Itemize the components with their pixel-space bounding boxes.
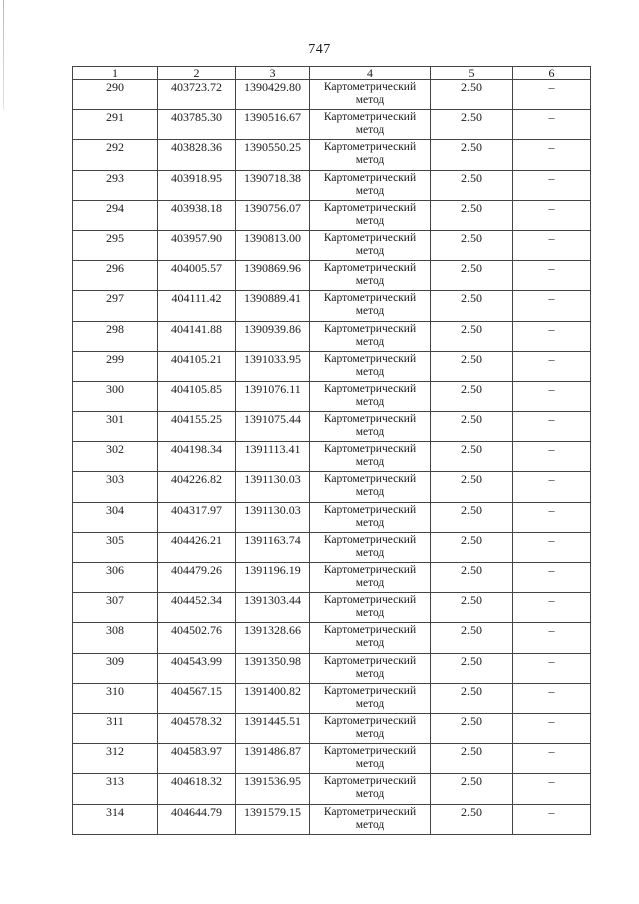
table-row [73, 381, 591, 411]
y-coordinate-cell: 1391445.51 [236, 713, 310, 743]
x-coordinate-cell: 403785.30 [158, 110, 236, 140]
point-number-cell: 311 [73, 713, 158, 743]
table-row [73, 110, 591, 140]
method-text: метод [355, 516, 385, 529]
y-coordinate-cell: 1391350.98 [236, 653, 310, 683]
table-row [73, 563, 591, 593]
column-header: 3 [236, 67, 310, 80]
table-row [73, 80, 591, 110]
y-coordinate-cell: 1390429.80 [236, 80, 310, 110]
table-row [73, 532, 591, 562]
point-number-cell: 305 [73, 532, 158, 562]
method-cell [310, 140, 431, 170]
table-row [73, 623, 591, 653]
method-cell [310, 230, 431, 260]
x-coordinate-cell: 404317.97 [158, 502, 236, 532]
table-row [73, 774, 591, 804]
y-coordinate-cell: 1390889.41 [236, 291, 310, 321]
point-number-cell: 303 [73, 472, 158, 502]
x-coordinate-cell: 404583.97 [158, 744, 236, 774]
method-text: метод [355, 758, 385, 771]
point-number-cell: 301 [73, 412, 158, 442]
method-text: метод [355, 456, 385, 469]
x-coordinate-cell: 404005.57 [158, 261, 236, 291]
y-coordinate-cell: 1390939.86 [236, 321, 310, 351]
table-row [73, 744, 591, 774]
method-text: метод [355, 335, 385, 348]
method-cell [310, 472, 431, 502]
point-number-cell: 296 [73, 261, 158, 291]
method-text: Картометрический [323, 231, 417, 244]
accuracy-cell: 2.50 [431, 261, 513, 291]
table-header-row [73, 67, 591, 80]
method-text: метод [355, 697, 385, 710]
point-number-cell: 310 [73, 683, 158, 713]
table-row [73, 261, 591, 291]
accuracy-cell: 2.50 [431, 230, 513, 260]
accuracy-cell: 2.50 [431, 683, 513, 713]
accuracy-cell: 2.50 [431, 291, 513, 321]
note-cell: – [513, 563, 591, 593]
method-cell [310, 563, 431, 593]
point-number-cell: 297 [73, 291, 158, 321]
accuracy-cell: 2.50 [431, 442, 513, 472]
point-number-cell: 290 [73, 80, 158, 110]
x-coordinate-cell: 404618.32 [158, 774, 236, 804]
accuracy-cell: 2.50 [431, 321, 513, 351]
point-number-cell: 294 [73, 200, 158, 230]
method-cell [310, 381, 431, 411]
accuracy-cell: 2.50 [431, 532, 513, 562]
accuracy-cell: 2.50 [431, 774, 513, 804]
y-coordinate-cell: 1390550.25 [236, 140, 310, 170]
x-coordinate-cell: 404155.25 [158, 412, 236, 442]
table-row [73, 230, 591, 260]
method-cell [310, 170, 431, 200]
x-coordinate-cell: 404644.79 [158, 804, 236, 834]
point-number-cell: 298 [73, 321, 158, 351]
column-header: 6 [513, 67, 591, 80]
point-number-cell: 299 [73, 351, 158, 381]
note-cell: – [513, 351, 591, 381]
x-coordinate-cell: 404105.21 [158, 351, 236, 381]
method-cell [310, 653, 431, 683]
method-text: метод [355, 244, 385, 257]
method-text: метод [355, 667, 385, 680]
x-coordinate-cell: 404111.42 [158, 291, 236, 321]
note-cell: – [513, 683, 591, 713]
x-coordinate-cell: 403938.18 [158, 200, 236, 230]
x-coordinate-cell: 404543.99 [158, 653, 236, 683]
x-coordinate-cell: 404452.34 [158, 593, 236, 623]
method-text: Картометрический [323, 473, 417, 486]
note-cell: – [513, 321, 591, 351]
note-cell: – [513, 774, 591, 804]
method-text: метод [355, 94, 385, 106]
note-cell: – [513, 261, 591, 291]
method-cell [310, 532, 431, 562]
accuracy-cell: 2.50 [431, 653, 513, 683]
table-row [73, 713, 591, 743]
table-row [73, 170, 591, 200]
method-text: метод [355, 124, 385, 137]
y-coordinate-cell: 1390718.38 [236, 170, 310, 200]
x-coordinate-cell: 404198.34 [158, 442, 236, 472]
method-cell [310, 321, 431, 351]
method-text: метод [355, 395, 385, 408]
method-text: Картометрический [323, 533, 417, 546]
method-text: Картометрический [323, 714, 417, 727]
y-coordinate-cell: 1390516.67 [236, 110, 310, 140]
y-coordinate-cell: 1391130.03 [236, 472, 310, 502]
method-text: метод [355, 426, 385, 439]
note-cell: – [513, 80, 591, 110]
method-cell [310, 593, 431, 623]
accuracy-cell: 2.50 [431, 472, 513, 502]
method-text: Картометрический [323, 443, 417, 456]
table-row [73, 351, 591, 381]
point-number-cell: 308 [73, 623, 158, 653]
method-text: Картометрический [323, 745, 417, 758]
note-cell: – [513, 653, 591, 683]
method-text: метод [355, 818, 385, 831]
point-number-cell: 307 [73, 593, 158, 623]
x-coordinate-cell: 403957.90 [158, 230, 236, 260]
accuracy-cell: 2.50 [431, 381, 513, 411]
method-text: Картометрический [323, 503, 417, 516]
method-text: Картометрический [323, 382, 417, 395]
column-header: 1 [73, 67, 158, 80]
column-header: 4 [310, 67, 431, 80]
y-coordinate-cell: 1390869.96 [236, 261, 310, 291]
y-coordinate-cell: 1391076.11 [236, 381, 310, 411]
note-cell: – [513, 713, 591, 743]
table-row [73, 502, 591, 532]
y-coordinate-cell: 1391113.41 [236, 442, 310, 472]
y-coordinate-cell: 1391130.03 [236, 502, 310, 532]
y-coordinate-cell: 1391486.87 [236, 744, 310, 774]
accuracy-cell: 2.50 [431, 80, 513, 110]
table-row [73, 442, 591, 472]
method-text: Картометрический [323, 624, 417, 637]
method-cell [310, 502, 431, 532]
method-text: метод [355, 486, 385, 499]
y-coordinate-cell: 1391033.95 [236, 351, 310, 381]
note-cell: – [513, 804, 591, 834]
table-row [73, 593, 591, 623]
point-number-cell: 304 [73, 502, 158, 532]
table-row [73, 653, 591, 683]
table-row [73, 412, 591, 442]
point-number-cell: 291 [73, 110, 158, 140]
method-text: метод [355, 365, 385, 378]
point-number-cell: 302 [73, 442, 158, 472]
table-row [73, 200, 591, 230]
point-number-cell: 306 [73, 563, 158, 593]
method-text: метод [355, 607, 385, 620]
table-row [73, 683, 591, 713]
note-cell: – [513, 200, 591, 230]
point-number-cell: 314 [73, 804, 158, 834]
x-coordinate-cell: 404578.32 [158, 713, 236, 743]
table-row [73, 291, 591, 321]
note-cell: – [513, 593, 591, 623]
method-cell [310, 351, 431, 381]
method-text: метод [355, 214, 385, 227]
accuracy-cell: 2.50 [431, 170, 513, 200]
x-coordinate-cell: 403918.95 [158, 170, 236, 200]
y-coordinate-cell: 1391163.74 [236, 532, 310, 562]
accuracy-cell: 2.50 [431, 593, 513, 623]
method-cell [310, 261, 431, 291]
note-cell: – [513, 623, 591, 653]
note-cell: – [513, 744, 591, 774]
point-number-cell: 295 [73, 230, 158, 260]
method-text: метод [355, 305, 385, 318]
accuracy-cell: 2.50 [431, 502, 513, 532]
y-coordinate-cell: 1391196.19 [236, 563, 310, 593]
method-text: метод [355, 184, 385, 197]
y-coordinate-cell: 1391303.44 [236, 593, 310, 623]
method-text: Картометрический [323, 292, 417, 305]
page-number: 747 [308, 42, 331, 57]
y-coordinate-cell: 1391536.95 [236, 774, 310, 804]
note-cell: – [513, 291, 591, 321]
y-coordinate-cell: 1391400.82 [236, 683, 310, 713]
note-cell: – [513, 230, 591, 260]
table-row [73, 472, 591, 502]
method-text: метод [355, 788, 385, 801]
point-number-cell: 309 [73, 653, 158, 683]
method-cell [310, 804, 431, 834]
method-cell [310, 442, 431, 472]
note-cell: – [513, 442, 591, 472]
method-cell [310, 713, 431, 743]
table-body [73, 80, 591, 835]
method-text: Картометрический [323, 413, 417, 426]
method-text: метод [355, 727, 385, 740]
accuracy-cell: 2.50 [431, 713, 513, 743]
y-coordinate-cell: 1391328.66 [236, 623, 310, 653]
method-text: метод [355, 637, 385, 650]
method-text: Картометрический [323, 111, 417, 124]
accuracy-cell: 2.50 [431, 623, 513, 653]
method-text: метод [355, 546, 385, 559]
method-text: метод [355, 275, 385, 288]
point-number-cell: 313 [73, 774, 158, 804]
method-text: Картометрический [323, 684, 417, 697]
method-text: метод [355, 154, 385, 167]
coordinates-table [72, 66, 591, 835]
table-row [73, 804, 591, 834]
point-number-cell: 300 [73, 381, 158, 411]
x-coordinate-cell: 404502.76 [158, 623, 236, 653]
x-coordinate-cell: 404567.15 [158, 683, 236, 713]
point-number-cell: 292 [73, 140, 158, 170]
x-coordinate-cell: 403828.36 [158, 140, 236, 170]
note-cell: – [513, 472, 591, 502]
point-number-cell: 312 [73, 744, 158, 774]
accuracy-cell: 2.50 [431, 563, 513, 593]
note-cell: – [513, 502, 591, 532]
method-text: Картометрический [323, 322, 417, 335]
accuracy-cell: 2.50 [431, 110, 513, 140]
method-cell [310, 623, 431, 653]
method-text: Картометрический [323, 775, 417, 788]
method-text: метод [355, 577, 385, 589]
accuracy-cell: 2.50 [431, 804, 513, 834]
method-cell [310, 200, 431, 230]
column-header: 2 [158, 67, 236, 80]
accuracy-cell: 2.50 [431, 140, 513, 170]
column-header: 5 [431, 67, 513, 80]
note-cell: – [513, 532, 591, 562]
note-cell: – [513, 110, 591, 140]
method-text: Картометрический [323, 352, 417, 365]
x-coordinate-cell: 404426.21 [158, 532, 236, 562]
accuracy-cell: 2.50 [431, 200, 513, 230]
note-cell: – [513, 170, 591, 200]
note-cell: – [513, 412, 591, 442]
accuracy-cell: 2.50 [431, 351, 513, 381]
table-row [73, 140, 591, 170]
x-coordinate-cell: 404479.26 [158, 563, 236, 593]
method-cell [310, 744, 431, 774]
y-coordinate-cell: 1390813.00 [236, 230, 310, 260]
method-cell [310, 774, 431, 804]
method-text: Картометрический [323, 594, 417, 607]
accuracy-cell: 2.50 [431, 412, 513, 442]
method-text: Картометрический [323, 201, 417, 214]
y-coordinate-cell: 1391075.44 [236, 412, 310, 442]
method-cell [310, 110, 431, 140]
method-cell [310, 683, 431, 713]
x-coordinate-cell: 404226.82 [158, 472, 236, 502]
point-number-cell: 293 [73, 170, 158, 200]
method-text: Картометрический [323, 654, 417, 667]
table-row [73, 321, 591, 351]
note-cell: – [513, 140, 591, 170]
method-text: Картометрический [323, 805, 417, 818]
method-text: Картометрический [323, 81, 417, 93]
method-text: Картометрический [323, 564, 417, 576]
method-cell [310, 80, 431, 110]
method-text: Картометрический [323, 141, 417, 154]
x-coordinate-cell: 404141.88 [158, 321, 236, 351]
note-cell: – [513, 381, 591, 411]
method-text: Картометрический [323, 171, 417, 184]
method-cell [310, 412, 431, 442]
y-coordinate-cell: 1390756.07 [236, 200, 310, 230]
method-cell [310, 291, 431, 321]
accuracy-cell: 2.50 [431, 744, 513, 774]
x-coordinate-cell: 404105.85 [158, 381, 236, 411]
method-text: Картометрический [323, 262, 417, 275]
x-coordinate-cell: 403723.72 [158, 80, 236, 110]
y-coordinate-cell: 1391579.15 [236, 804, 310, 834]
